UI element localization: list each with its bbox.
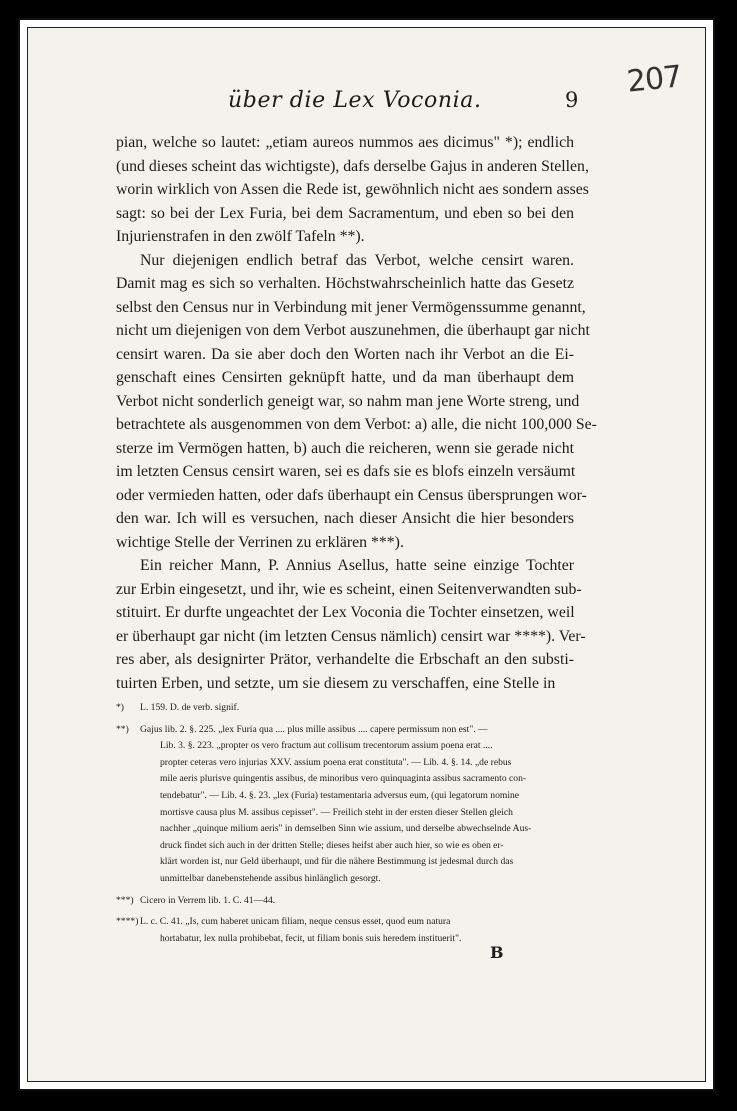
footnote-line: L. c. C. 41. „Is, cum haberet unicam filiam, neque census esset, quod eum natura (140, 916, 451, 928)
paragraph (116, 554, 586, 695)
footnote-line: hortabatur, lex nulla prohibebat, fecit, ut filiam bonis suis heredem instituerit". (160, 932, 462, 944)
footnote-line: druck findet sich auch in der dritten Stelle; dieses heifst aber auch hier, so wie es oben er- (160, 839, 504, 851)
footnote-line: tendebatur". — Lib. 4. §. 23. „lex (Furia) testamentaria adversus eum, (qui legatorum nomine (160, 789, 520, 801)
signature-mark: B (490, 943, 504, 962)
footnote-mark: **) (116, 723, 129, 735)
text-line: (und dieses scheint das wichtigste), dafs derselbe Gajus in anderen Stellen, (116, 157, 589, 175)
text-line: betrachtete als ausgenommen von dem Verbot: a) alle, die nicht 100,000 Se- (116, 416, 597, 433)
footnote-line: Lib. 3. §. 223. „propter os vero fractum aut collisum trecentorum assium poena erat .... (160, 740, 493, 752)
text-line: Nur diejenigen endlich betraf das Verbot, welche censirt waren. (140, 251, 574, 269)
footnote-line: unmittelbar danebenstehende assibus hinlänglich gesorgt. (160, 872, 381, 884)
text-line: wichtige Stelle der Verrinen zu erklären ***). (116, 533, 404, 551)
text-line: oder vermieden hatten, oder dafs überhaupt ein Census übersprungen wor- (116, 486, 587, 504)
footnote-mark: *) (116, 702, 124, 713)
text-line: pian, welche so lautet: „etiam aureos nummos aes dicimus" *); endlich (116, 134, 574, 151)
footnote-line: klärt worden ist, nur Geld überhaupt, und für die nähere Bestimmung ist jedesmal durch das (160, 856, 514, 868)
footnote-mark: ***) (116, 894, 134, 906)
footnote-mark: ****) (116, 916, 139, 928)
page-paper (27, 27, 706, 1082)
text-line: sterze im Vermögen hatten, b) auch die reicheren, wenn sie gerade nicht (116, 439, 574, 457)
footnote-line: Gajus lib. 2. §. 225. „lex Furia qua .... plus mille assibus .... capere permissum non est". — (140, 723, 488, 735)
text-line: tuirten Erben, und setzte, um sie diesem zu verschaffen, eine Stelle in (116, 674, 556, 692)
body-text (116, 131, 597, 695)
page-number: 9 (565, 88, 579, 112)
text-line: genschaft eines Censirten geknüpft hatte, und da man überhaupt dem (116, 369, 574, 386)
text-line: worin wirklich von Assen die Rede ist, gewöhnlich nicht aes sondern asses (116, 181, 589, 198)
handwritten-folio-number: 207 (625, 59, 683, 100)
text-line: den war. Ich will es versuchen, nach dieser Ansicht die hier besonders (116, 510, 574, 527)
text-line: Injurienstrafen in den zwölf Tafeln **). (116, 228, 365, 245)
page-frame (18, 18, 715, 1091)
text-line: Ein reicher Mann, P. Annius Asellus, hatte seine einzige Tochter (140, 557, 574, 574)
text-line: nicht um diejenigen von dem Verbot auszunehmen, die überhaupt gar nicht (116, 322, 590, 339)
footnote (116, 700, 596, 717)
footnote-line: Cicero in Verrem lib. 1. C. 41—44. (140, 894, 276, 906)
text-line: stituirt. Er durfte ungeachtet der Lex Voconia die Tochter einsetzen, weil (116, 604, 575, 621)
footnote-line: nachher „quinque milium aeris" in demselben Sinn wie assium, und derselbe abwechselnde Aus- (160, 823, 532, 835)
text-line: res aber, als designirter Prätor, verhandelte die Erbschaft an den substi- (116, 651, 574, 668)
footnote (116, 893, 596, 910)
text-line: im letzten Census censirt waren, sei es dafs sie es blofs einzeln versäumt (116, 463, 576, 480)
text-line: zur Erbin eingesetzt, und ihr, wie es scheint, einen Seitenverwandten sub- (116, 580, 582, 598)
running-head: über die Lex Voconia. (228, 88, 482, 113)
text-line: er überhaupt gar nicht (im letzten Census nämlich) censirt war ****). Ver- (116, 627, 586, 645)
text-line: selbst den Census nur in Verbindung mit jener Vermögenssumme genannt, (116, 298, 586, 316)
footnote-line: mortisve causa plus M. assibus cepisset". — Freilich steht in der ersten dieser Stellen gleich (160, 806, 513, 818)
text-line: Damit mag es sich so verhalten. Höchstwahrscheinlich hatte das Gesetz (116, 275, 574, 292)
paragraph (116, 131, 589, 249)
text-line: sagt: so bei der Lex Furia, bei dem Sacramentum, und eben so bei den (116, 204, 574, 222)
footnote-line: mile aeris plurisve quingentis assibus, de minoribus vero quinquaginta assibus sacramento con- (160, 773, 527, 785)
text-line: Verbot nicht sonderlich geneigt war, so nahm man jene Worte streng, und (116, 392, 580, 410)
text-line: censirt waren. Da sie aber doch den Worten nach ihr Verbot an die Ei- (116, 345, 574, 363)
footnote (116, 914, 596, 947)
footnote-line: propter ceteras vero injurias XXV. assium poena erat constituta". — Lib. 4. §. 14. „de rebus (160, 756, 512, 768)
footnote-line: L. 159. D. de verb. signif. (140, 702, 240, 713)
document-page (28, 28, 709, 1085)
footnote (116, 722, 596, 888)
footnotes (116, 700, 596, 952)
paragraph (116, 249, 597, 555)
